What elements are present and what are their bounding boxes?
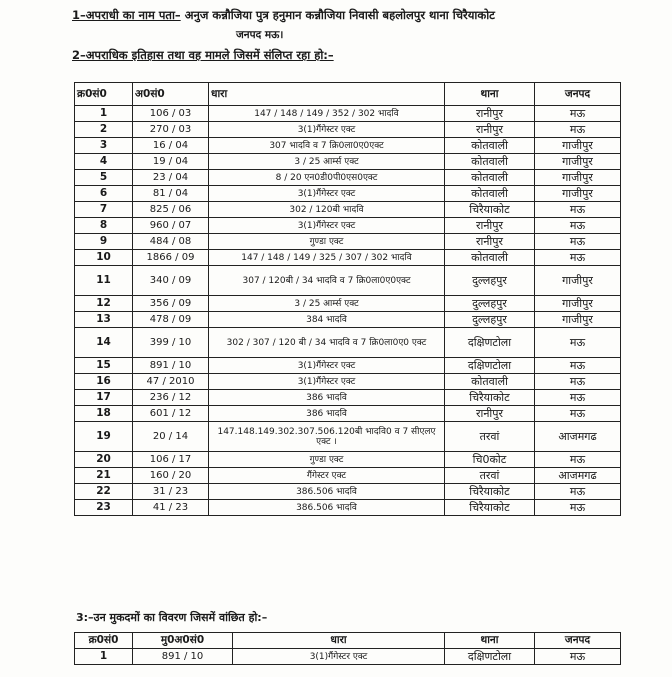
section-cell: 386 भादवि xyxy=(209,406,445,422)
district-cell: मऊ xyxy=(535,250,621,266)
serial-cell: 14 xyxy=(75,328,133,358)
crime-number-cell: 478 / 09 xyxy=(133,312,209,328)
district-cell: आजमगढ xyxy=(535,468,621,484)
section-cell: 147 / 148 / 149 / 352 / 302 भादवि xyxy=(209,106,445,122)
district-cell: मऊ xyxy=(535,484,621,500)
wanted-cases-heading: 3:–उन मुकदमों का विवरण जिसमें वांछित हो:– xyxy=(76,611,268,624)
name-text-continued: जनपद मऊ। xyxy=(236,29,284,41)
table-row xyxy=(75,202,621,218)
serial-cell: 3 xyxy=(75,138,133,154)
table-row xyxy=(75,452,621,468)
district-cell: मऊ xyxy=(535,358,621,374)
criminal-history-table xyxy=(74,82,621,516)
district-cell: मऊ xyxy=(535,106,621,122)
crime-number-cell: 399 / 10 xyxy=(133,328,209,358)
crime-number-cell: 1866 / 09 xyxy=(133,250,209,266)
criminal-name-address xyxy=(72,8,495,23)
police-station-cell: रानीपुर xyxy=(445,406,535,422)
police-station-cell: रानीपुर xyxy=(445,106,535,122)
serial-cell: 13 xyxy=(75,312,133,328)
section-cell: 3(1)गैंगेस्टर एक्ट xyxy=(209,218,445,234)
crime-number-cell: 81 / 04 xyxy=(133,186,209,202)
police-station-cell: तरवां xyxy=(445,422,535,452)
serial-cell: 5 xyxy=(75,170,133,186)
table-row xyxy=(75,138,621,154)
serial-cell: 18 xyxy=(75,406,133,422)
section-cell: 3(1)गैंगेस्टर एक्ट xyxy=(209,122,445,138)
district-cell: मऊ xyxy=(535,374,621,390)
header-serial: क्र0सं0 xyxy=(75,633,133,649)
police-station-cell: रानीपुर xyxy=(445,234,535,250)
crime-number-cell: 340 / 09 xyxy=(133,266,209,296)
district-cell: गाजीपुर xyxy=(535,296,621,312)
table-row xyxy=(75,468,621,484)
crime-number-cell: 106 / 17 xyxy=(133,452,209,468)
header-section: धारा xyxy=(233,633,445,649)
header-crime-no: अ0सं0 xyxy=(133,83,209,106)
crime-number-cell: 484 / 08 xyxy=(133,234,209,250)
police-station-cell: रानीपुर xyxy=(445,122,535,138)
police-station-cell: चि0कोट xyxy=(445,452,535,468)
district-cell: मऊ xyxy=(535,328,621,358)
serial-cell: 2 xyxy=(75,122,133,138)
police-station-cell: कोतवाली xyxy=(445,186,535,202)
table-row xyxy=(75,422,621,452)
serial-cell: 4 xyxy=(75,154,133,170)
section-cell: 302 / 307 / 120 बी / 34 भादवि व 7 क्रि0ला0ए0 एक्ट xyxy=(209,328,445,358)
section-cell: 302 / 120बी भादवि xyxy=(209,202,445,218)
police-station-cell: दुल्लहपुर xyxy=(445,266,535,296)
crime-number-cell: 356 / 09 xyxy=(133,296,209,312)
section-cell: 384 भादवि xyxy=(209,312,445,328)
serial-cell: 19 xyxy=(75,422,133,452)
table-row xyxy=(75,374,621,390)
district-cell: मऊ xyxy=(535,390,621,406)
district-cell: गाजीपुर xyxy=(535,170,621,186)
serial-cell: 16 xyxy=(75,374,133,390)
name-text: अनुज कन्नौजिया पुत्र हनुमान कन्नौजिया निवासी बहलोलपुर थाना चिरैयाकोट xyxy=(180,8,495,22)
crime-number-cell: 16 / 04 xyxy=(133,138,209,154)
district-cell: आजमगढ xyxy=(535,422,621,452)
police-station-cell: दुल्लहपुर xyxy=(445,296,535,312)
district-cell: गाजीपुर xyxy=(535,138,621,154)
serial-cell: 12 xyxy=(75,296,133,312)
serial-cell: 9 xyxy=(75,234,133,250)
crime-number-cell: 20 / 14 xyxy=(133,422,209,452)
section-cell: 3(1)गैंगेस्टर एक्ट xyxy=(233,649,445,665)
table-row xyxy=(75,328,621,358)
police-station-cell: चिरैयाकोट xyxy=(445,390,535,406)
serial-cell: 1 xyxy=(75,649,133,665)
table-row xyxy=(75,484,621,500)
serial-cell: 17 xyxy=(75,390,133,406)
table-row xyxy=(75,154,621,170)
police-station-cell: चिरैयाकोट xyxy=(445,202,535,218)
police-station-cell: चिरैयाकोट xyxy=(445,484,535,500)
district-cell: मऊ xyxy=(535,406,621,422)
table-header-row xyxy=(75,83,621,106)
police-station-cell: दुल्लहपुर xyxy=(445,312,535,328)
table-row xyxy=(75,296,621,312)
district-cell: गाजीपुर xyxy=(535,266,621,296)
header-section: धारा xyxy=(209,83,445,106)
serial-cell: 8 xyxy=(75,218,133,234)
serial-cell: 22 xyxy=(75,484,133,500)
serial-cell: 21 xyxy=(75,468,133,484)
district-cell: मऊ xyxy=(535,452,621,468)
crime-number-cell: 891 / 10 xyxy=(133,358,209,374)
crime-number-cell: 106 / 03 xyxy=(133,106,209,122)
section-cell: 386.506 भादवि xyxy=(209,484,445,500)
table-row xyxy=(75,122,621,138)
section-cell: गुण्डा एक्ट xyxy=(209,452,445,468)
section-cell: 307 / 120बी / 34 भादवि व 7 क्रि0ला0ए0एक्ट xyxy=(209,266,445,296)
police-station-cell: कोतवाली xyxy=(445,154,535,170)
crime-number-cell: 891 / 10 xyxy=(133,649,233,665)
name-label: 1–अपराधी का नाम पता– xyxy=(72,8,181,22)
crime-number-cell: 270 / 03 xyxy=(133,122,209,138)
serial-cell: 20 xyxy=(75,452,133,468)
table-row xyxy=(75,649,621,665)
section-cell: 147.148.149.302.307.506.120बी भादवि0 व 7 सीएलए एक्ट । xyxy=(209,422,445,452)
police-station-cell: तरवां xyxy=(445,468,535,484)
table-row xyxy=(75,218,621,234)
header-police-station: थाना xyxy=(445,633,535,649)
header-serial: क्र0सं0 xyxy=(75,83,133,106)
district-cell: मऊ xyxy=(535,218,621,234)
table-row xyxy=(75,390,621,406)
police-station-cell: चिरैयाकोट xyxy=(445,500,535,516)
section-cell: गुण्डा एक्ट xyxy=(209,234,445,250)
section-cell: 3(1)गैंगेस्टर एक्ट xyxy=(209,374,445,390)
table-row xyxy=(75,234,621,250)
serial-cell: 23 xyxy=(75,500,133,516)
police-station-cell: कोतवाली xyxy=(445,374,535,390)
header-police-station: थाना xyxy=(445,83,535,106)
table-row xyxy=(75,358,621,374)
serial-cell: 6 xyxy=(75,186,133,202)
crime-number-cell: 31 / 23 xyxy=(133,484,209,500)
header-district: जनपद xyxy=(535,83,621,106)
police-station-cell: दक्षिणटोला xyxy=(445,358,535,374)
section-cell: 147 / 148 / 149 / 325 / 307 / 302 भादवि xyxy=(209,250,445,266)
table-row xyxy=(75,266,621,296)
district-cell: मऊ xyxy=(535,122,621,138)
section-cell: 3 / 25 आर्म्स एक्ट xyxy=(209,296,445,312)
district-cell: गाजीपुर xyxy=(535,186,621,202)
crime-number-cell: 19 / 04 xyxy=(133,154,209,170)
police-station-cell: दक्षिणटोला xyxy=(445,649,535,665)
section-cell: 3(1)गैंगेस्टर एक्ट xyxy=(209,358,445,374)
section-cell: गैंगेस्टर एक्ट xyxy=(209,468,445,484)
serial-cell: 10 xyxy=(75,250,133,266)
table-row xyxy=(75,406,621,422)
district-cell: मऊ xyxy=(535,649,621,665)
table-row xyxy=(75,186,621,202)
section-cell: 386 भादवि xyxy=(209,390,445,406)
section-cell: 307 भादवि व 7 क्रि0ला0ए0एक्ट xyxy=(209,138,445,154)
table-row xyxy=(75,312,621,328)
table-row xyxy=(75,106,621,122)
police-station-cell: कोतवाली xyxy=(445,170,535,186)
crime-number-cell: 825 / 06 xyxy=(133,202,209,218)
district-cell: मऊ xyxy=(535,202,621,218)
serial-cell: 7 xyxy=(75,202,133,218)
crime-number-cell: 47 / 2010 xyxy=(133,374,209,390)
crime-number-cell: 23 / 04 xyxy=(133,170,209,186)
district-cell: मऊ xyxy=(535,234,621,250)
serial-cell: 1 xyxy=(75,106,133,122)
district-cell: गाजीपुर xyxy=(535,312,621,328)
serial-cell: 15 xyxy=(75,358,133,374)
police-station-cell: दक्षिणटोला xyxy=(445,328,535,358)
serial-cell: 11 xyxy=(75,266,133,296)
table-row xyxy=(75,500,621,516)
police-station-cell: कोतवाली xyxy=(445,250,535,266)
table-row xyxy=(75,250,621,266)
crime-number-cell: 41 / 23 xyxy=(133,500,209,516)
section-cell: 3(1)गैंगेस्टर एक्ट xyxy=(209,186,445,202)
crime-number-cell: 601 / 12 xyxy=(133,406,209,422)
crime-number-cell: 160 / 20 xyxy=(133,468,209,484)
crime-number-cell: 960 / 07 xyxy=(133,218,209,234)
police-station-cell: रानीपुर xyxy=(445,218,535,234)
section-cell: 3 / 25 आर्म्स एक्ट xyxy=(209,154,445,170)
section-cell: 8 / 20 एन0डी0पी0एस0एक्ट xyxy=(209,170,445,186)
district-cell: गाजीपुर xyxy=(535,154,621,170)
crime-number-cell: 236 / 12 xyxy=(133,390,209,406)
table-row xyxy=(75,170,621,186)
district-cell: मऊ xyxy=(535,500,621,516)
criminal-history-heading: 2–अपराधिक इतिहास तथा वह मामले जिसमें संलिप्त रहा हो:– xyxy=(72,48,334,62)
header-case-no: मु0अ0सं0 xyxy=(133,633,233,649)
header-district: जनपद xyxy=(535,633,621,649)
table-header-row xyxy=(75,633,621,649)
police-station-cell: कोतवाली xyxy=(445,138,535,154)
section-cell: 386.506 भादवि xyxy=(209,500,445,516)
wanted-cases-table xyxy=(74,632,621,665)
